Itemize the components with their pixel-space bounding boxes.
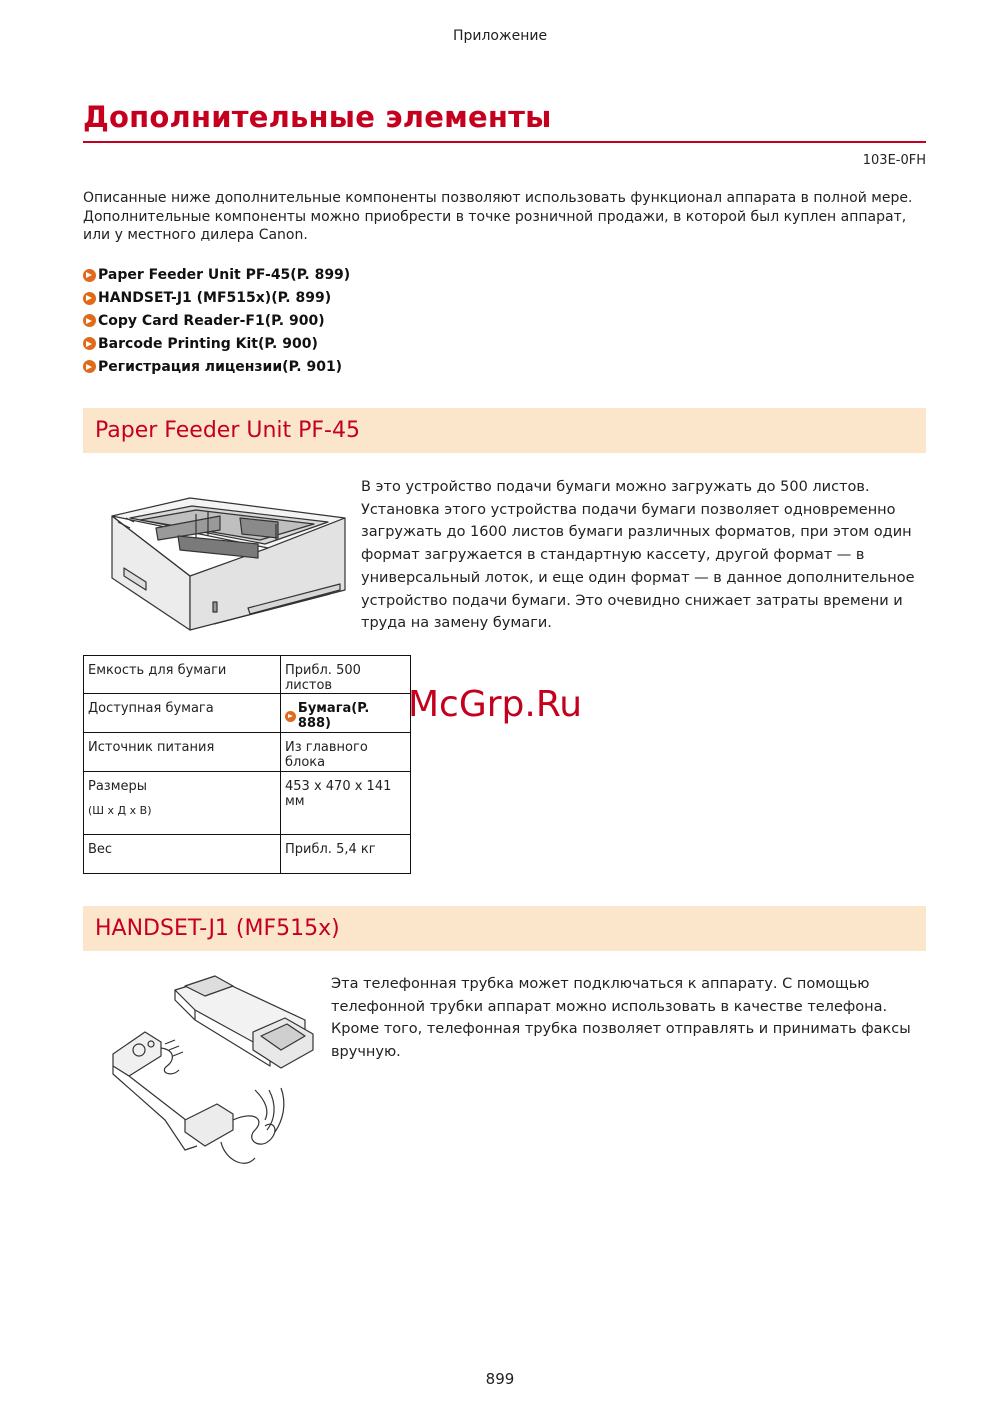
table-row xyxy=(84,772,411,835)
spec-key: Источник питания xyxy=(84,733,281,772)
link-label: Paper Feeder Unit PF-45(P. 899) xyxy=(98,267,351,284)
section-title: HANDSET-J1 (MF515x) xyxy=(95,916,340,941)
spec-key-cell xyxy=(84,772,281,835)
link-label: HANDSET-J1 (MF515x)(P. 899) xyxy=(98,290,332,307)
intro-paragraph: Описанные ниже дополнительные компоненты позволяют использовать функционал аппарата в полной мере. Дополнительные компоненты можно приобрести в точке розничной продажи, в которой был куплен аппарат, или у местного дилера Canon. xyxy=(83,190,913,243)
handset-illustration xyxy=(105,970,320,1190)
spec-value: Из главного блока xyxy=(281,733,411,772)
title-rule xyxy=(83,141,926,143)
section-title: Paper Feeder Unit PF-45 xyxy=(95,418,360,443)
page-title: Дополнительные элементы xyxy=(83,100,552,134)
paper-link-label: Бумага(P. 888) xyxy=(297,701,370,731)
spec-key: Емкость для бумаги xyxy=(84,656,281,694)
watermark: McGrp.Ru xyxy=(408,684,583,725)
arrow-circle-icon xyxy=(83,269,96,282)
link-license-registration[interactable] xyxy=(83,355,350,378)
link-barcode-kit[interactable] xyxy=(83,332,350,355)
link-label: Barcode Printing Kit(P. 900) xyxy=(98,335,318,352)
link-label: Copy Card Reader-F1(P. 900) xyxy=(98,312,325,329)
running-header: Приложение xyxy=(452,28,548,44)
table-row xyxy=(84,835,411,874)
spec-key-sub: (Ш x Д x В) xyxy=(88,804,152,817)
link-label: Регистрация лицензии(P. 901) xyxy=(98,358,343,375)
spec-key: Вес xyxy=(84,835,281,874)
doc-code: 103E-0FH xyxy=(862,153,926,168)
link-list xyxy=(83,264,350,378)
section-header-pf45 xyxy=(83,408,926,453)
spec-key: Размеры xyxy=(88,779,148,794)
paper-feeder-illustration xyxy=(100,478,348,638)
table-row xyxy=(84,694,411,733)
spec-value: Прибл. 5,4 кг xyxy=(281,835,411,874)
section-header-handset xyxy=(83,906,926,951)
arrow-circle-icon xyxy=(285,711,296,722)
arrow-circle-icon xyxy=(83,292,96,305)
link-pf45[interactable] xyxy=(83,264,350,287)
arrow-circle-icon xyxy=(83,314,96,327)
spec-value: 453 x 470 x 141 мм xyxy=(281,772,411,835)
link-handset[interactable] xyxy=(83,287,350,310)
link-copy-card-reader[interactable] xyxy=(83,310,350,333)
pf45-description: В это устройство подачи бумаги можно загружать до 500 листов. Установка этого устройства подачи бумаги позволяет одновременно загружать до 1600 листов бумаги различных форматов, при этом один формат загружается в стандартную кассету, другой формат — в универсальный лоток, и еще один формат — в данное дополнительное устройство подачи бумаги. Это очевидно снижает затраты времени и труда на замену бумаги. xyxy=(361,479,915,632)
handset-description: Эта телефонная трубка может подключаться к аппарату. С помощью телефонной трубки аппарат можно использовать в качестве телефона. Кроме того, телефонная трубка позволяет отправлять и принимать факсы вручную. xyxy=(331,976,911,1061)
spec-value-cell xyxy=(281,694,411,733)
table-row xyxy=(84,656,411,694)
pf45-spec-table xyxy=(83,655,411,874)
paper-link[interactable] xyxy=(285,701,406,731)
arrow-circle-icon xyxy=(83,337,96,350)
arrow-circle-icon xyxy=(83,360,96,373)
spec-value: Прибл. 500 листов xyxy=(281,656,411,694)
page-number: 899 xyxy=(485,1370,515,1388)
spec-key: Доступная бумага xyxy=(84,694,281,733)
table-row xyxy=(84,733,411,772)
